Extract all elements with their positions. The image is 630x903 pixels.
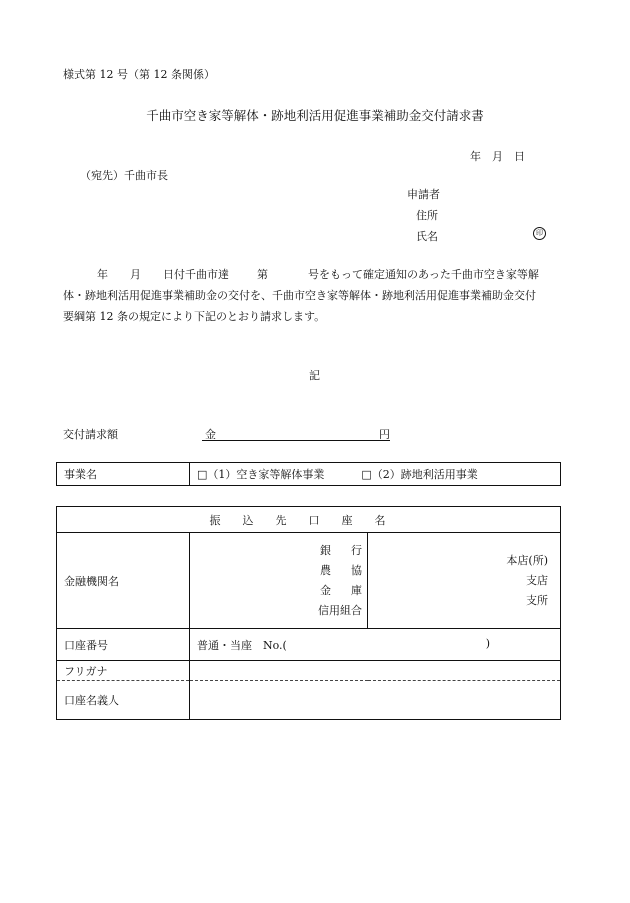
ki-heading: 記 [309,369,320,382]
amount-suffix: 円 [379,428,390,441]
transfer-header: 振込先口座名 [57,507,561,533]
bank-label: 金融機関名 [57,533,190,629]
day-notice-text: 日付千曲市達 [163,268,229,281]
bank-type-bank: 銀行 [320,543,382,557]
month-text: 月 [130,268,141,281]
account-type: 普通・当座 No.( [197,638,287,652]
account-number-cell[interactable] [190,629,561,661]
bank-type-cell[interactable] [190,533,382,629]
bank-type-credit-union: 信用組合 [318,603,362,617]
branch-shiten: 支店 [526,573,548,587]
dai-text: 第 [257,268,268,281]
project-option-1[interactable]: □（1）空き家等解体事業 [197,468,325,481]
furigana-label: フリガナ [57,661,190,681]
project-option-2[interactable]: □（2）跡地利活用事業 [361,468,478,481]
applicant-label: 申請者 [407,188,440,201]
address-label: 住所 [416,209,438,222]
holder-label: 口座名義人 [57,681,190,720]
date-field: 年 月 日 [470,150,525,163]
transfer-table [56,506,561,720]
year-text: 年 [97,268,108,281]
branch-main: 本店(所) [506,553,548,567]
project-table [56,462,561,486]
branch-shisho: 支所 [526,593,548,607]
project-label: 事業名 [57,463,190,486]
body-line-2: 体・跡地利活用促進事業補助金の交付を、千曲市空き家等解体・跡地利活用促進事業補助金交付 [63,289,536,302]
amount-label: 交付請求額 [63,428,118,441]
bank-type-nokyo: 農協 [320,563,382,577]
account-close-paren: ) [485,637,490,650]
request-body [63,264,568,327]
branch-cell[interactable] [368,533,561,629]
body-line-1 [63,264,568,285]
amount-prefix: 金 [205,428,216,441]
addressee: （宛先）千曲市長 [80,169,168,182]
bank-type-kinko: 金庫 [320,583,382,597]
body-line-3: 要綱第 12 条の規定により下記のとおり請求します。 [63,310,326,323]
seal-mark: 印 [533,227,546,240]
page-title: 千曲市空き家等解体・跡地利活用促進事業補助金交付請求書 [146,108,484,123]
form-number: 様式第 12 号（第 12 条関係） [63,68,215,81]
holder-field[interactable] [190,681,561,720]
project-options [190,463,561,486]
amount-input-line[interactable] [202,440,390,441]
furigana-field[interactable] [190,661,561,681]
account-label: 口座番号 [57,629,190,661]
body-line-1-rest: 号をもって確定通知のあった千曲市空き家等解 [308,268,539,281]
name-label: 氏名 [416,230,438,243]
